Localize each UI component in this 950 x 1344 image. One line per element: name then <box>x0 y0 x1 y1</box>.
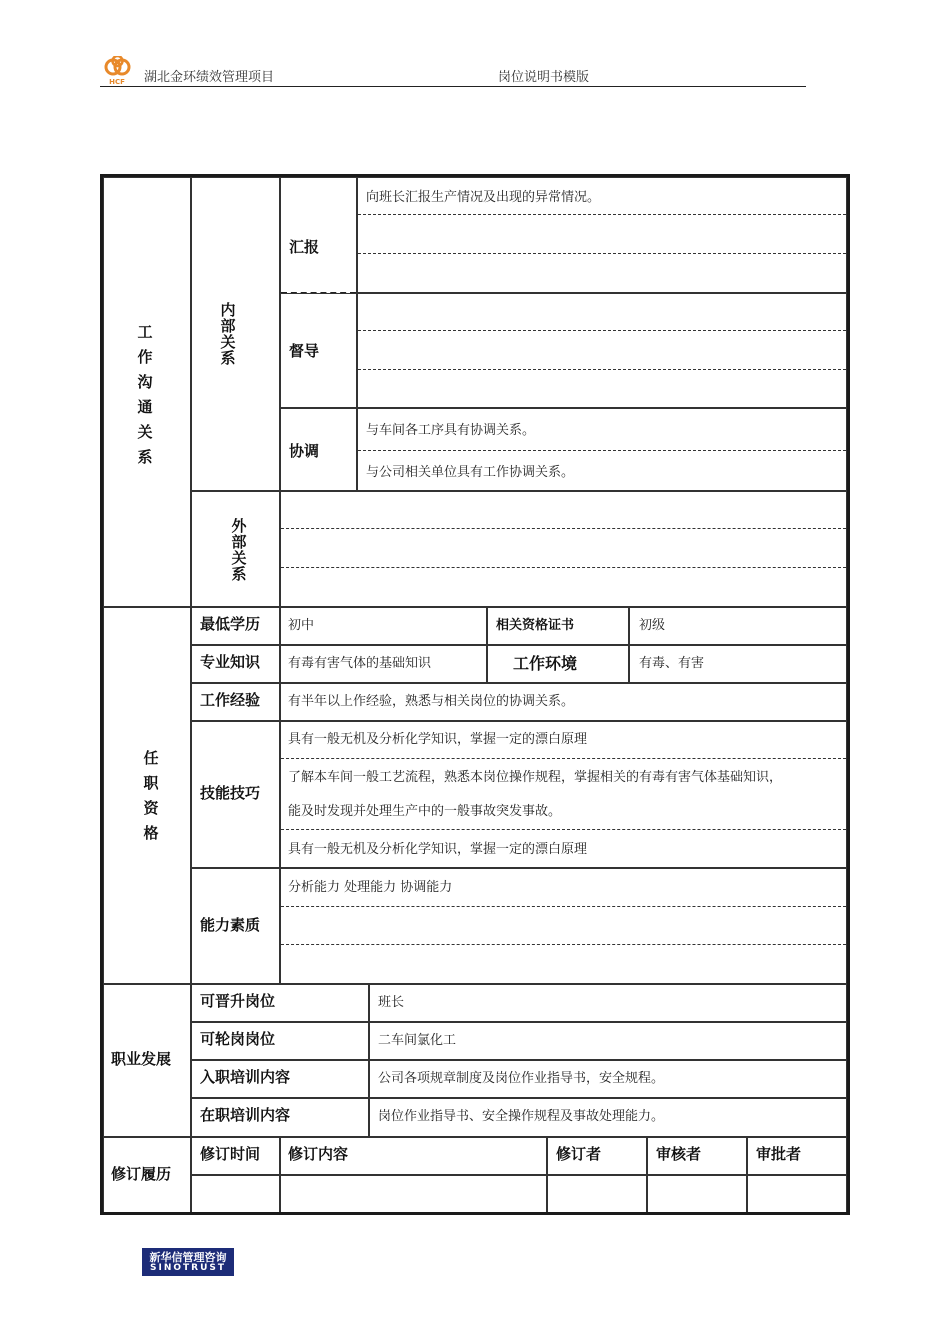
report-label: 汇报 <box>289 238 320 256</box>
page-header <box>100 56 806 87</box>
revision-data-cell <box>191 1175 280 1214</box>
coordinate-line-2: 与公司相关单位具有工作协调关系。 <box>366 465 575 480</box>
min-education-label: 最低学历 <box>200 615 261 633</box>
report-label-cell <box>280 177 357 293</box>
ability-line-divider <box>281 944 846 945</box>
revision-col-reviewer: 审核者 <box>656 1145 702 1163</box>
document-title: 岗位说明书模版 <box>498 70 590 85</box>
external-relation-label: 外部关系 <box>231 517 247 583</box>
career-rotation-value: 二车间氯化工 <box>378 1033 457 1048</box>
revision-col-approver: 审批者 <box>756 1145 802 1163</box>
communication-section-label: 工作沟通关系 <box>137 323 153 466</box>
project-name: 湖北金环绩效管理项目 <box>144 70 275 85</box>
career-row-value-cell <box>369 984 847 1022</box>
internal-relation-label: 内部关系 <box>220 301 236 367</box>
skills-line-2: 了解本车间一般工艺流程，熟悉本岗位操作规程，掌握相关的有毒有害气体基础知识， <box>288 770 783 785</box>
career-promotion-label: 可晋升岗位 <box>200 992 276 1010</box>
coordinate-line-1: 与车间各工序具有协调关系。 <box>366 423 536 438</box>
min-education-value: 初中 <box>288 618 315 633</box>
knowledge-value: 有毒有害气体的基础知识 <box>288 656 432 671</box>
career-inservice-value: 岗位作业指导书、安全操作规程及事故处理能力。 <box>378 1109 665 1124</box>
revision-data-cell <box>747 1175 847 1214</box>
skills-line-4: 具有一般无机及分析化学知识，掌握一定的漂白原理 <box>288 842 588 857</box>
supervise-line-divider <box>358 330 846 331</box>
qualification-section-label: 任职资格 <box>143 749 159 842</box>
environment-value: 有毒、有害 <box>639 656 705 671</box>
revision-data-cell <box>280 1175 547 1214</box>
career-promotion-value: 班长 <box>378 995 405 1010</box>
report-line-divider <box>358 214 846 215</box>
supervise-label: 督导 <box>289 342 320 360</box>
career-rotation-label: 可轮岗岗位 <box>200 1030 276 1048</box>
skills-label: 技能技巧 <box>200 784 261 802</box>
career-onboarding-label: 入职培训内容 <box>200 1068 291 1086</box>
hcf-logo-icon <box>100 56 138 86</box>
skills-line-divider <box>281 829 846 830</box>
supervise-content-cell <box>357 293 847 408</box>
skills-line-3: 能及时发现并处理生产中的一般事故突发事故。 <box>288 804 562 819</box>
experience-label: 工作经验 <box>200 691 261 709</box>
report-line-1: 向班长汇报生产情况及出现的异常情况。 <box>366 190 601 205</box>
ability-line-1: 分析能力 处理能力 协调能力 <box>288 880 453 895</box>
sinotrust-logo <box>142 1248 234 1276</box>
skills-line-divider <box>281 758 846 759</box>
report-line-divider <box>358 253 846 254</box>
knowledge-label: 专业知识 <box>200 653 261 671</box>
environment-label: 工作环境 <box>513 654 578 673</box>
supervise-line-divider <box>358 369 846 370</box>
ability-line-divider <box>281 906 846 907</box>
experience-value: 有半年以上作经验，熟悉与相关岗位的协调关系。 <box>288 694 575 709</box>
sinotrust-logo-cn: 新华信管理咨询 <box>149 1251 227 1264</box>
coordinate-label: 协调 <box>289 442 320 460</box>
career-onboarding-value: 公司各项规章制度及岗位作业指导书，安全规程。 <box>378 1071 665 1086</box>
external-content-cell <box>280 491 847 607</box>
revision-col-time: 修订时间 <box>200 1145 261 1163</box>
revision-section-label: 修订履历 <box>111 1165 172 1183</box>
ability-label: 能力素质 <box>200 916 261 934</box>
revision-col-reviser: 修订者 <box>556 1145 602 1163</box>
revision-col-content: 修订内容 <box>288 1145 349 1163</box>
career-inservice-label: 在职培训内容 <box>200 1106 291 1124</box>
sinotrust-logo-en: SINOTRUST <box>149 1263 226 1273</box>
revision-data-cell <box>547 1175 647 1214</box>
certificate-value: 初级 <box>639 618 666 633</box>
career-section-label: 职业发展 <box>111 1050 172 1068</box>
table-bottom-border <box>100 1212 850 1215</box>
svg-text:HCF: HCF <box>109 78 125 86</box>
external-line-divider <box>281 528 846 529</box>
external-line-divider <box>281 567 846 568</box>
certificate-label: 相关资格证书 <box>496 618 575 633</box>
skills-line-1: 具有一般无机及分析化学知识，掌握一定的漂白原理 <box>288 732 588 747</box>
revision-data-cell <box>647 1175 747 1214</box>
coordinate-line-divider <box>358 450 846 451</box>
